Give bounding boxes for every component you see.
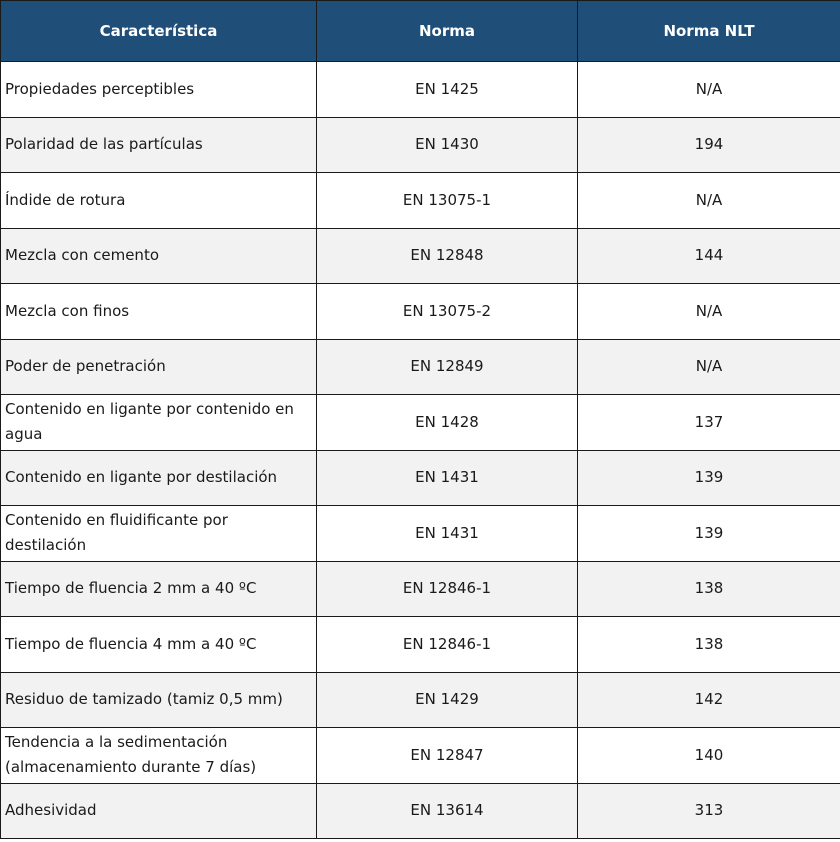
table-row bbox=[1, 284, 840, 340]
table-row bbox=[1, 339, 840, 395]
cell-caracteristica: Tiempo de fluencia 2 mm a 40 ºC bbox=[1, 561, 317, 617]
cell-caracteristica: Mezcla con finos bbox=[1, 284, 317, 340]
cell-caracteristica: Contenido en fluidificante por destilación bbox=[1, 506, 317, 562]
cell-caracteristica: Poder de penetración bbox=[1, 339, 317, 395]
cell-norma: EN 12846-1 bbox=[317, 561, 578, 617]
table-header bbox=[1, 1, 840, 62]
table-row bbox=[1, 561, 840, 617]
table-row bbox=[1, 62, 840, 118]
header-norma: Norma bbox=[317, 1, 578, 62]
cell-caracteristica: Contenido en ligante por contenido en agua bbox=[1, 395, 317, 451]
table-row bbox=[1, 395, 840, 451]
cell-norma: EN 1430 bbox=[317, 117, 578, 173]
table-row bbox=[1, 506, 840, 562]
cell-norma-nlt: 313 bbox=[578, 783, 840, 839]
cell-norma-nlt: 138 bbox=[578, 561, 840, 617]
cell-norma-nlt: 137 bbox=[578, 395, 840, 451]
cell-caracteristica: Residuo de tamizado (tamiz 0,5 mm) bbox=[1, 672, 317, 728]
cell-norma-nlt: 138 bbox=[578, 617, 840, 673]
table-row bbox=[1, 117, 840, 173]
cell-norma: EN 12849 bbox=[317, 339, 578, 395]
table-body bbox=[1, 62, 840, 839]
cell-caracteristica: Contenido en ligante por destilación bbox=[1, 450, 317, 506]
cell-caracteristica: Adhesividad bbox=[1, 783, 317, 839]
cell-caracteristica: Mezcla con cemento bbox=[1, 228, 317, 284]
table-row bbox=[1, 728, 840, 784]
header-caracteristica: Característica bbox=[1, 1, 317, 62]
cell-norma: EN 1425 bbox=[317, 62, 578, 118]
table-row bbox=[1, 783, 840, 839]
cell-norma: EN 1428 bbox=[317, 395, 578, 451]
table-row bbox=[1, 617, 840, 673]
cell-norma-nlt: 142 bbox=[578, 672, 840, 728]
header-row bbox=[1, 1, 840, 62]
cell-norma-nlt: N/A bbox=[578, 62, 840, 118]
cell-norma: EN 12847 bbox=[317, 728, 578, 784]
cell-norma-nlt: N/A bbox=[578, 339, 840, 395]
cell-caracteristica: Índide de rotura bbox=[1, 173, 317, 229]
cell-norma: EN 12848 bbox=[317, 228, 578, 284]
cell-caracteristica: Propiedades perceptibles bbox=[1, 62, 317, 118]
cell-caracteristica: Polaridad de las partículas bbox=[1, 117, 317, 173]
cell-norma: EN 1429 bbox=[317, 672, 578, 728]
cell-norma-nlt: 139 bbox=[578, 450, 840, 506]
cell-caracteristica: Tendencia a la sedimentación (almacenamiento durante 7 días) bbox=[1, 728, 317, 784]
cell-norma: EN 1431 bbox=[317, 450, 578, 506]
cell-norma-nlt: 144 bbox=[578, 228, 840, 284]
cell-norma-nlt: 140 bbox=[578, 728, 840, 784]
cell-norma-nlt: N/A bbox=[578, 284, 840, 340]
cell-norma-nlt: N/A bbox=[578, 173, 840, 229]
cell-norma: EN 13075-2 bbox=[317, 284, 578, 340]
table-row bbox=[1, 450, 840, 506]
table-row bbox=[1, 672, 840, 728]
cell-norma: EN 13075-1 bbox=[317, 173, 578, 229]
cell-norma: EN 1431 bbox=[317, 506, 578, 562]
cell-norma: EN 12846-1 bbox=[317, 617, 578, 673]
table-row bbox=[1, 228, 840, 284]
table-row bbox=[1, 173, 840, 229]
cell-norma: EN 13614 bbox=[317, 783, 578, 839]
cell-norma-nlt: 139 bbox=[578, 506, 840, 562]
header-norma-nlt: Norma NLT bbox=[578, 1, 840, 62]
cell-caracteristica: Tiempo de fluencia 4 mm a 40 ºC bbox=[1, 617, 317, 673]
cell-norma-nlt: 194 bbox=[578, 117, 840, 173]
